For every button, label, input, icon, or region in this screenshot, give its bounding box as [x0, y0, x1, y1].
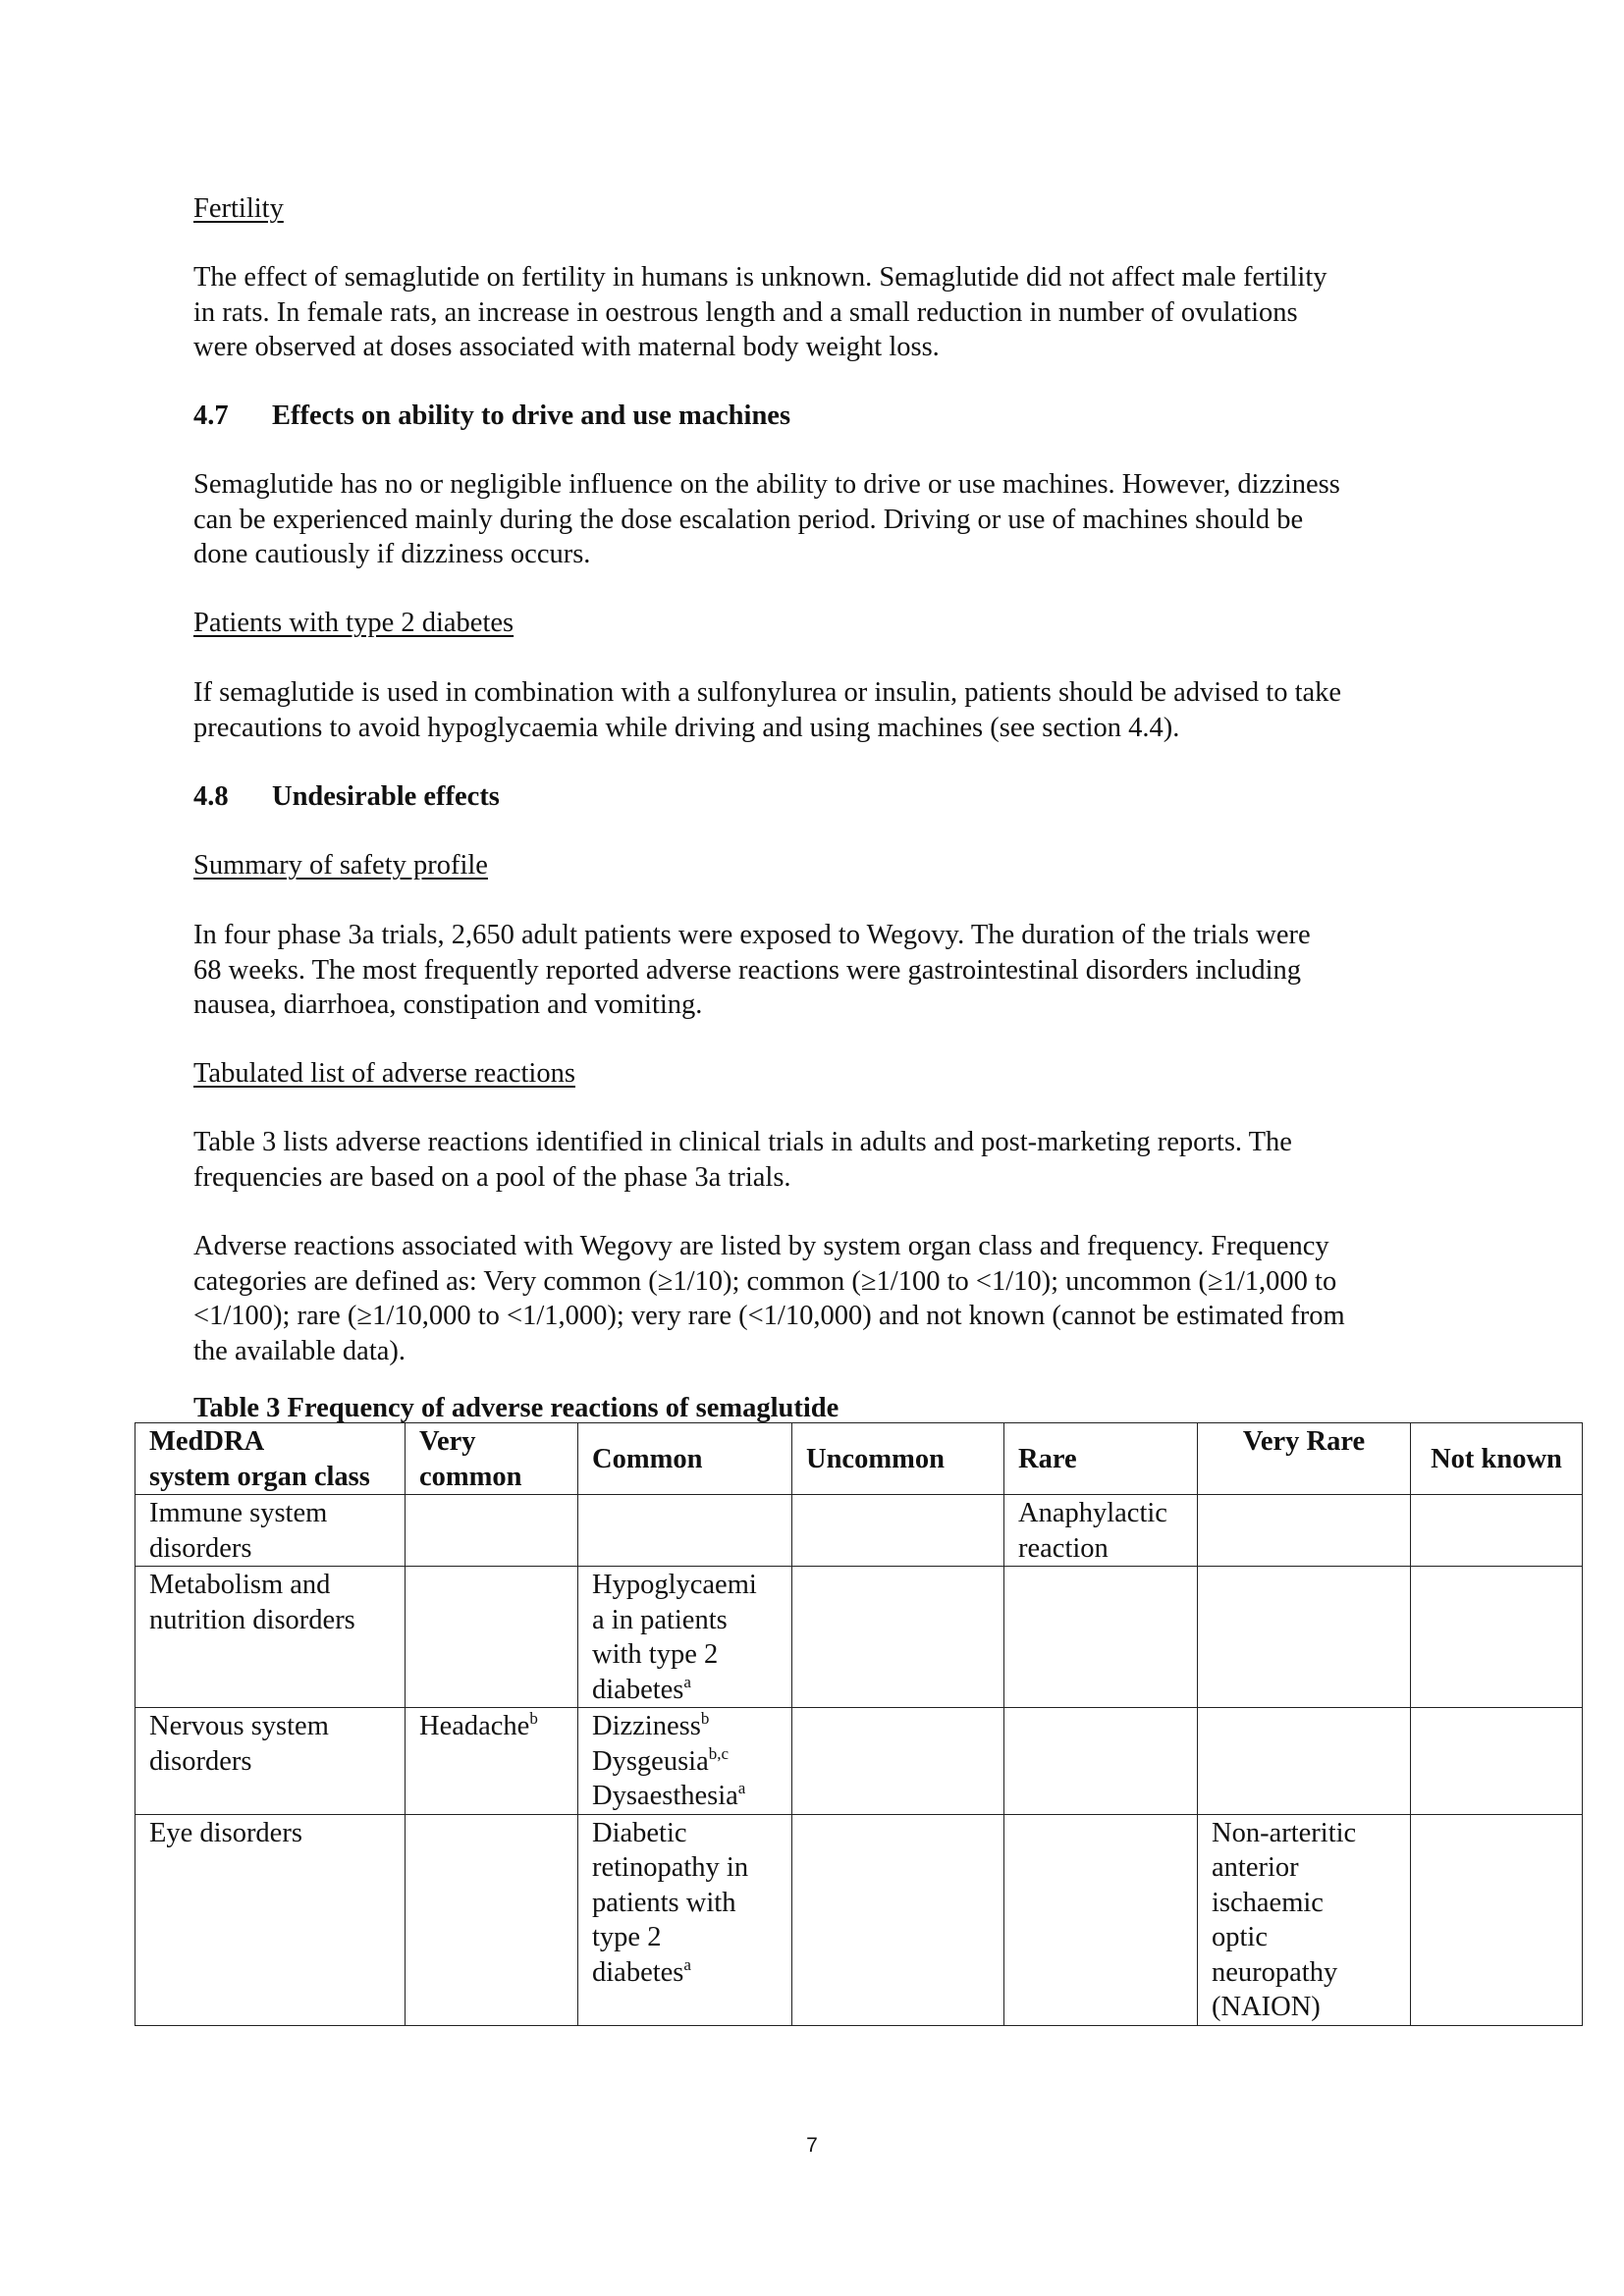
very-rare-cell: [1198, 1495, 1411, 1567]
table-row-immune: [135, 1495, 1583, 1567]
section-number: 4.7: [193, 400, 229, 431]
soc-cell: Nervous system disorders: [135, 1708, 406, 1815]
table-caption: Table 3 Frequency of adverse reactions of semaglutide: [193, 1393, 839, 1423]
uncommon-cell: [792, 1495, 1004, 1567]
very-rare-cell: [1198, 1567, 1411, 1708]
fertility-paragraph: The effect of semaglutide on fertility in humans is unknown. Semaglutide did not affect male fertility in rats. In female rats, an increase in oestrous length and a small reduction in number of ovulations were observed at doses associated with maternal body weight loss.: [193, 262, 1327, 362]
header-soc: MedDRA system organ class: [135, 1423, 406, 1495]
table-row-metabolism: [135, 1567, 1583, 1708]
soc-cell: Eye disorders: [135, 1814, 406, 2025]
header-not-known: Not known: [1411, 1423, 1583, 1495]
very-rare-cell: [1198, 1708, 1411, 1815]
uncommon-cell: [792, 1814, 1004, 2025]
footnote-marker: b: [700, 1709, 710, 1728]
footnote-marker: a: [683, 1954, 691, 1974]
header-rare: Rare: [1004, 1423, 1198, 1495]
type2-diabetes-subheading: Patients with type 2 diabetes: [193, 608, 514, 638]
not-known-cell: [1411, 1708, 1583, 1815]
not-known-cell: [1411, 1567, 1583, 1708]
fertility-heading: Fertility: [193, 193, 284, 224]
uncommon-cell: [792, 1708, 1004, 1815]
very-common-cell: [406, 1567, 578, 1708]
section-title: Undesirable effects: [272, 781, 500, 812]
footnote-marker: b: [529, 1709, 538, 1728]
adverse-reactions-table: [135, 1422, 1583, 2026]
section-4-8-heading: [193, 779, 1470, 815]
common-cell: Hypoglycaemi a in patients with type 2 diabetes$^a$: [578, 1567, 792, 1708]
uncommon-cell: [792, 1567, 1004, 1708]
header-uncommon: Uncommon: [792, 1423, 1004, 1495]
footnote-marker: a: [683, 1672, 691, 1691]
common-cell: Diabetic retinopathy in patients with type 2 diabetes$^a$: [578, 1814, 792, 2025]
safety-profile-paragraph: In four phase 3a trials, 2,650 adult patients were exposed to Wegovy. The duration of the trials were 68 weeks. The most frequently reported adverse reactions were gastrointestinal disorders including nausea, diarrhoea, constipation and vomiting.: [193, 920, 1311, 1020]
page-number: 7: [806, 2134, 818, 2157]
rare-cell: Anaphylactic reaction: [1004, 1495, 1198, 1567]
common-cell: Dizziness$^b$ Dysgeusia$^{b,c}$ Dysaesthesia$^a$: [578, 1708, 792, 1815]
section-number: 4.8: [193, 781, 229, 812]
section-4-7-heading: [193, 399, 1470, 434]
safety-profile-subheading: Summary of safety profile: [193, 850, 488, 881]
table-row-eye: [135, 1814, 1583, 2025]
very-common-cell: Headache$^b$: [406, 1708, 578, 1815]
rare-cell: [1004, 1708, 1198, 1815]
soc-cell: Metabolism and nutrition disorders: [135, 1567, 406, 1708]
not-known-cell: [1411, 1814, 1583, 2025]
table-header-row: [135, 1423, 1583, 1495]
header-common: Common: [578, 1423, 792, 1495]
rare-cell: [1004, 1567, 1198, 1708]
very-common-cell: [406, 1814, 578, 2025]
table-row-nervous: [135, 1708, 1583, 1815]
common-cell: [578, 1495, 792, 1567]
very-common-cell: [406, 1495, 578, 1567]
rare-cell: [1004, 1814, 1198, 2025]
tabulated-list-paragraph: Table 3 lists adverse reactions identified in clinical trials in adults and post-marketing reports. The frequencies are based on a pool of the phase 3a trials.: [193, 1127, 1292, 1193]
tabulated-list-subheading: Tabulated list of adverse reactions: [193, 1058, 575, 1089]
footnote-marker: a: [737, 1779, 746, 1797]
soc-cell: Immune system disorders: [135, 1495, 406, 1567]
not-known-cell: [1411, 1495, 1583, 1567]
section-4-7-paragraph: Semaglutide has no or negligible influence on the ability to drive or use machines. However, dizziness can be experienced mainly during the dose escalation period. Driving or use of machines should be done cautiously if dizziness occurs.: [193, 469, 1340, 569]
footnote-marker: b,c: [708, 1743, 730, 1763]
header-very-rare: Very Rare: [1198, 1423, 1411, 1495]
section-title: Effects on ability to drive and use machines: [272, 400, 791, 431]
type2-diabetes-paragraph: If semaglutide is used in combination with a sulfonylurea or insulin, patients should be advised to take precautions to avoid hypoglycaemia while driving and using machines (see section 4.4).: [193, 677, 1342, 743]
header-very-common: Very common: [406, 1423, 578, 1495]
frequency-definition-paragraph: Adverse reactions associated with Wegovy are listed by system organ class and frequency. Frequency categories are defined as: Very common (≥1/10); common (≥1/100 to <1/10); uncommon (≥1/1,000 to <1/100); rare (≥1/10,000 to <1/1,000); very rare (<1/10,000) and not known (cannot be estimated from the available data).: [193, 1231, 1345, 1366]
very-rare-cell: Non-arteritic anterior ischaemic optic neuropathy (NAION): [1198, 1814, 1411, 2025]
